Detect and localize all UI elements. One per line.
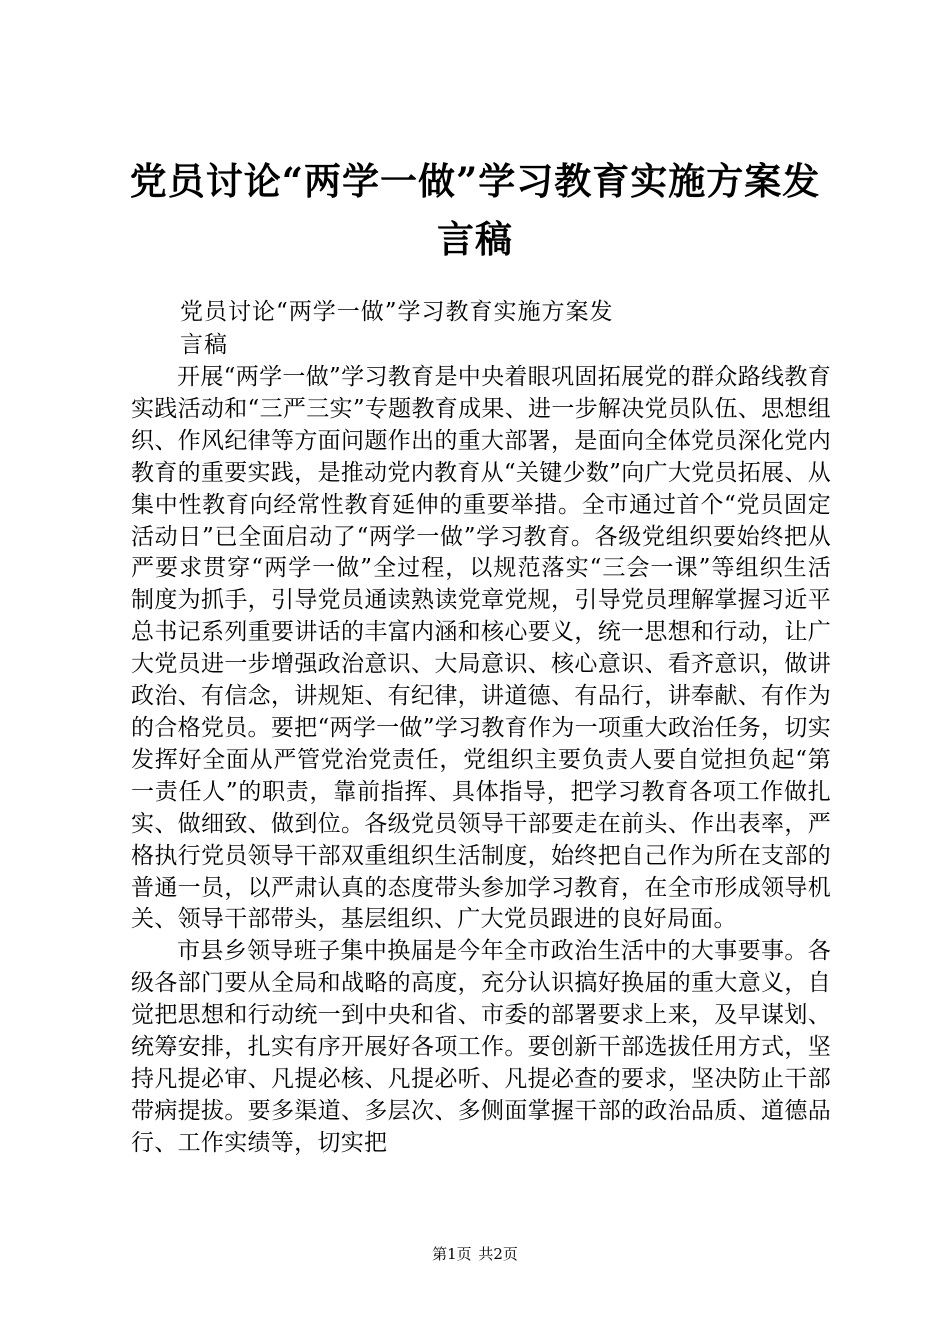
body-paragraph: 开展“两学一做”学习教育是中央着眼巩固拓展党的群众路线教育实践活动和“三严三实”专题教育成果、进一步解决党员队伍、思想组织、作风纪律等方面问题作出的重大部署，是面向全体党员深化党内教育的重要实践，是推动党内教育从“关键少数”向广大党员拓展、从集中性教育向经常性教育延伸的重要举措。全市通过首个“党员固定活动日”已全面启动了“两学一做”学习教育。各级党组织要始终把从严要求贯穿“两学一做”全过程，以规范落实“三会一课”等组织生活制度为抓手，引导党员通读熟读党章党规，引导党员理解掌握习近平总书记系列重要讲话的丰富内涵和核心要义，统一思想和行动，让广大党员进一步增强政治意识、大局意识、核心意识、看齐意识，做讲政治、有信念，讲规矩、有纪律，讲道德、有品行，讲奉献、有作为的合格党员。要把“两学一做”学习教育作为一项重大政治任务，切实发挥好全面从严管党治党责任，党组织主要负责人要自觉担负起“第一责任人”的职责，靠前指挥、具体指导，把学习教育各项工作做扎实、做细致、做到位。各级党员领导干部要走在前头、作出表率，严格执行党员领导干部双重组织生活制度，始终把自己作为所在支部的普通一员，以严肃认真的态度带头参加学习教育，在全市形成领导机关、领导干部带头，基层组织、广大党员跟进的良好局面。 — [131, 364, 831, 933]
body-paragraph: 市县乡领导班子集中换届是今年全市政治生活中的大事要事。各级各部门要从全局和战略的高度，充分认识搞好换届的重大意义，自觉把思想和行动统一到中央和省、市委的部署要求上来，及早谋划、统筹安排，扎实有序开展好各项工作。要创新干部选拔任用方式，坚持凡提必审、凡提必核、凡提必听、凡提必查的要求，坚决防止干部带病提拔。要多渠道、多层次、多侧面掌握干部的政治品质、道德品行、工作实绩等，切实把 — [131, 938, 831, 1156]
page-footer — [0, 1244, 950, 1264]
document-body — [131, 362, 831, 1160]
document-subheading: 党员讨论“两学一做”学习教育实施方案发言稿 — [180, 299, 614, 358]
page-number: 第1页 — [432, 1245, 472, 1263]
document-title: 党员讨论“两学一做”学习教育实施方案发言稿 — [129, 159, 821, 261]
page-total: 共2页 — [478, 1245, 518, 1263]
